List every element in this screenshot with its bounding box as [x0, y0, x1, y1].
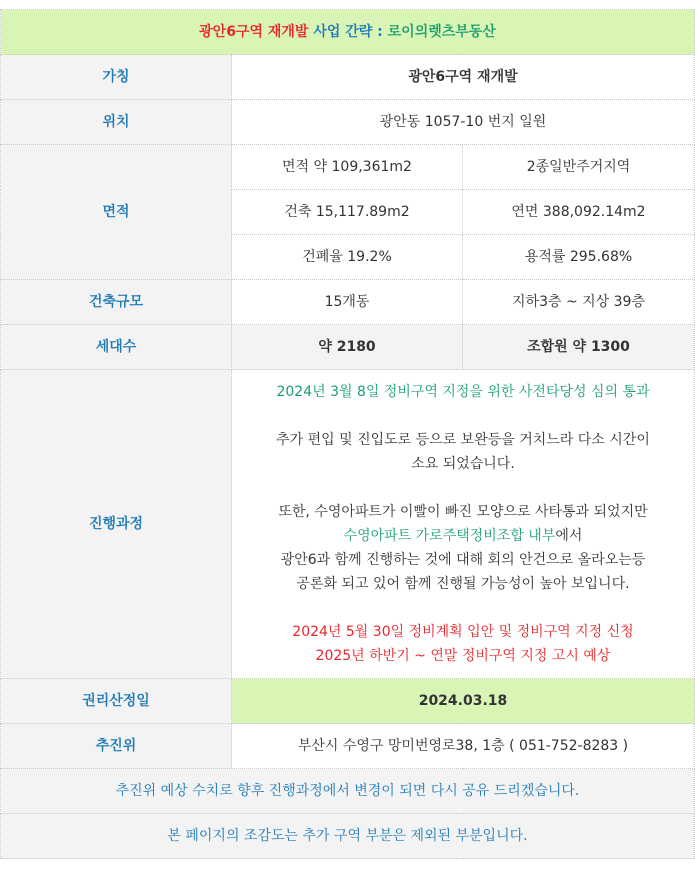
- household-count: 약 2180: [232, 325, 463, 370]
- table-row: [1, 370, 695, 679]
- scale-label: 건축규모: [1, 280, 232, 325]
- progress-text: 에서: [555, 528, 583, 544]
- title-summary-label: 사업 간략 :: [313, 24, 383, 40]
- header-row: [1, 10, 695, 55]
- progress-line: 2024년 3월 8일 정비구역 지정을 위한 사전타당성 심의 통과: [276, 384, 650, 400]
- floor-range: 지하3층 ~ 지상 39층: [463, 280, 695, 325]
- table-row: [1, 280, 695, 325]
- table-row: [1, 679, 695, 724]
- area-label: 면적: [1, 145, 232, 280]
- rights-date-label: 권리산정일: [1, 679, 232, 724]
- committee-label: 추진위: [1, 724, 232, 769]
- table-row: [1, 769, 695, 814]
- title-project-name: 광안6구역 재개발: [199, 24, 309, 40]
- highlight-association: 수영아파트 가로주택정비조합 내부: [343, 528, 556, 544]
- building-area: 건축 15,117.89m2: [232, 190, 463, 235]
- project-summary-table: [0, 9, 695, 859]
- footer-note: 추진위 예상 수치로 향후 진행과정에서 변경이 되면 다시 공유 드리겠습니다.: [1, 769, 695, 814]
- table-title: [1, 10, 695, 55]
- name-value: 광안6구역 재개발: [232, 55, 695, 100]
- progress-line: [242, 524, 684, 548]
- location-value: 광안동 1057-10 번지 일원: [232, 100, 695, 145]
- progress-line: 추가 편입 및 진입도로 등으로 보완등을 거치느라 다소 시간이: [276, 432, 650, 448]
- table-row: [1, 325, 695, 370]
- progress-line: 또한, 수영아파트가 이빨이 빠진 모양으로 사타통과 되었지만: [278, 504, 648, 520]
- table-row: [1, 55, 695, 100]
- table-row: [1, 724, 695, 769]
- member-count: 조합원 약 1300: [463, 325, 695, 370]
- footer-note: 본 페이지의 조감도는 추가 구역 부분은 제외된 부분입니다.: [1, 814, 695, 859]
- building-count: 15개동: [232, 280, 463, 325]
- floor-area: 연면 388,092.14m2: [463, 190, 695, 235]
- progress-notes: [232, 370, 695, 679]
- rights-date-value: 2024.03.18: [232, 679, 695, 724]
- table-row: [1, 145, 695, 190]
- progress-line: 2024년 5월 30일 정비계획 입안 및 정비구역 지정 신청: [292, 624, 634, 640]
- households-label: 세대수: [1, 325, 232, 370]
- table-row: [1, 100, 695, 145]
- floor-area-ratio: 용적률 295.68%: [463, 235, 695, 280]
- title-agency-name: 로이의렛츠부동산: [387, 24, 496, 40]
- progress-label: 진행과정: [1, 370, 232, 679]
- location-label: 위치: [1, 100, 232, 145]
- coverage-ratio: 건폐율 19.2%: [232, 235, 463, 280]
- area-zoning: 2종일반주거지역: [463, 145, 695, 190]
- area-total: 면적 약 109,361m2: [232, 145, 463, 190]
- table-row: [1, 814, 695, 859]
- progress-line: 광안6과 함께 진행하는 것에 대해 회의 안건으로 올라오는등: [280, 552, 646, 568]
- progress-line: 소요 되었습니다.: [411, 456, 515, 472]
- progress-line: 공론화 되고 있어 함께 진행될 가능성이 높아 보입니다.: [296, 576, 630, 592]
- name-label: 가칭: [1, 55, 232, 100]
- progress-line: 2025년 하반기 ~ 연말 정비구역 지정 고시 예상: [315, 648, 611, 664]
- committee-address: 부산시 수영구 망미번영로38, 1층 ( 051-752-8283 ): [232, 724, 695, 769]
